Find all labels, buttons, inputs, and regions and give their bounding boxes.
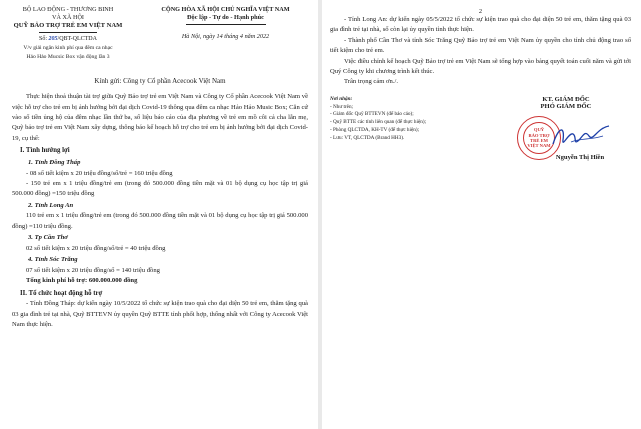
document-page-1 (0, 0, 318, 429)
province-4-line1: 07 sổ tiết kiệm x 20 triệu đồng/sổ = 140 triệu đồng (26, 266, 160, 274)
province-3-line1: 02 sổ tiết kiệm x 20 triệu đồng/sổ/trẻ = 40 triệu đồng (26, 244, 166, 252)
province-1-heading: 1. Tỉnh Đồng Tháp (28, 159, 81, 167)
issue-date: Hà Nội, ngày 14 tháng 4 năm 2022 (181, 32, 270, 40)
ministry-line2: VÀ XÃ HỘI (52, 13, 84, 21)
closing-thanks: Trân trọng cảm ơn./. (344, 78, 398, 86)
recipients-title: Nơi nhận: (330, 95, 353, 102)
recipient-item: - Phòng QLCTDA, KH-TV (để thực hiện); (330, 127, 420, 134)
sign-title-1: KT. GIÁM ĐỐC (542, 95, 590, 103)
org-name: QUỸ BẢO TRỢ TRẺ EM VIỆT NAM (13, 21, 123, 29)
issuer-block (12, 6, 124, 61)
recipient-item: - Giám đốc Quỹ BTTEVN (để báo cáo); (330, 111, 414, 118)
recipient-item: - Quỹ BTTE các tỉnh liên quan (để thực hiện); (330, 119, 427, 126)
recipients-block (330, 96, 470, 161)
section-2-heading: II. Tổ chức hoạt động hỗ trợ (20, 289, 103, 297)
stamp-text-3: TRẺ EM (530, 137, 548, 143)
total-funding: Tổng kinh phí hỗ trợ: 600.000.000 đồng (26, 277, 138, 285)
subject-line1: V/v giải ngân kinh phí qua đêm ca nhạc (23, 45, 113, 52)
signature-area (330, 96, 631, 161)
nation-title: CỘNG HÒA XÃ HỘI CHỦ NGHĨA VIỆT NAM (161, 6, 290, 13)
section-1-heading: I. Tình hướng lợi (20, 147, 70, 155)
greeting: Kính gửi: Công ty Cổ phần Acecook Việt Nam (94, 77, 226, 86)
document-page-2 (322, 0, 641, 429)
province-1-line1: - 08 sổ tiết kiệm x 20 triệu đồng/sổ/trẻ = 160 triệu đồng (26, 169, 173, 177)
recipient-item: - Lưu: VT, QLCTDA (Brand HH3). (330, 134, 405, 141)
motto-underline (186, 24, 266, 25)
intro-paragraph: Thực hiện thoả thuận tài trợ giữa Quỹ Bảo trợ trẻ em Việt Nam và Công ty Cổ phần Acecook Việt Nam về việc hỗ trợ cho trẻ em bị ảnh hưởng bởi đại dịch Covid-19 thông qua đêm ca nhạc Hảo Hảo Music Box; Căn cứ vào số tiền ủng hộ của đêm nhạc lần thứ ba, số liệu báo cáo của địa phương về trẻ em mồ côi cả cha lẫn mẹ, Quỹ bảo trợ trẻ em Việt Nam xây dựng, thông báo kế hoạch hỗ trợ cho trẻ em bị ảnh hưởng bởi đại dịch Covid-19, cụ thể: (12, 93, 308, 142)
national-header (143, 6, 308, 61)
sign-title-2: PHÓ GIÁM ĐỐC (540, 102, 592, 110)
closing-paragraph: Việc điều chỉnh kế hoạch Quỹ Bảo trợ trẻ em Việt Nam sẽ tổng hợp vào bảng quyết toán cuối năm và gửi tới Quý Công ty khi chương trình kết thúc. (330, 57, 631, 76)
document-number (12, 36, 124, 44)
signer-block (501, 96, 631, 161)
docno-suffix: /QBT-QLCTDA (57, 35, 97, 42)
stamp-text-4: VIỆT NAM (527, 143, 551, 149)
docno-prefix: Số: (39, 35, 48, 42)
activity-can-tho-soc-trang: - Thành phố Cần Thơ và tỉnh Sóc Trăng Quỹ Bảo trợ trẻ em Việt Nam ủy quyền cho tỉnh chủ động trao sổ tiết kiệm cho trẻ em. (330, 36, 631, 55)
docno-handwritten: 205 (48, 35, 58, 42)
letter-header (12, 6, 308, 61)
signer-name: Nguyễn Thị Hiền (555, 153, 605, 161)
province-4-heading: 4. Tỉnh Sóc Trăng (28, 256, 78, 264)
subject-line2: Hảo Hảo Mucsic Box vận động lần 3 (26, 54, 110, 61)
province-2-line1: 110 trẻ em x 1 triệu đồng/trẻ em (trong đó 500.000 đồng tiền mặt và 01 bộ dụng cụ học tập trị giá 500.000 đồng) =110 triệu đồng. (12, 212, 308, 230)
province-3-heading: 3. Tp Cần Thơ (28, 234, 68, 242)
stamp-text-2: BẢO TRỢ (528, 132, 550, 138)
province-1-line2: - 150 trẻ em x 1 triệu đồng/trẻ em (trong đó 500.000 đồng tiền mặt và 01 bộ dụng cụ học tập trị giá 500.000 đồng) =150 triệu đồng (12, 180, 308, 198)
stamp-text-1: QUỸ (533, 127, 545, 133)
page-number: 2 (478, 8, 483, 15)
recipient-item: - Như trên; (330, 103, 353, 110)
ministry-line1: BỘ LAO ĐỘNG - THƯƠNG BINH (22, 6, 114, 13)
activity-long-an: - Tỉnh Long An: dự kiến ngày 05/5/2022 tổ chức sự kiện trao quà cho đại diện 50 trẻ em, thăm tặng quà 03 gia đình trẻ tại nhà, số còn lại ủy quyền tỉnh thực hiện. (330, 16, 631, 34)
handwritten-signature (551, 122, 611, 152)
province-2-heading: 2. Tỉnh Long An (28, 201, 74, 209)
issuer-underline (39, 32, 97, 33)
motto: Độc lập - Tự do - Hạnh phúc (187, 13, 264, 21)
activity-dong-thap: - Tỉnh Đồng Tháp: dự kiến ngày 10/5/2022 tổ chức sự kiện trao quà cho đại diện 50 trẻ em, thăm tặng quà 03 gia đình trẻ tại nhà, Quỹ BTTEVN ủy quyền Quỹ BTTE tỉnh phối hợp, thống nhất với Công ty Acecook Việt Nam thực hiện. (12, 300, 308, 329)
